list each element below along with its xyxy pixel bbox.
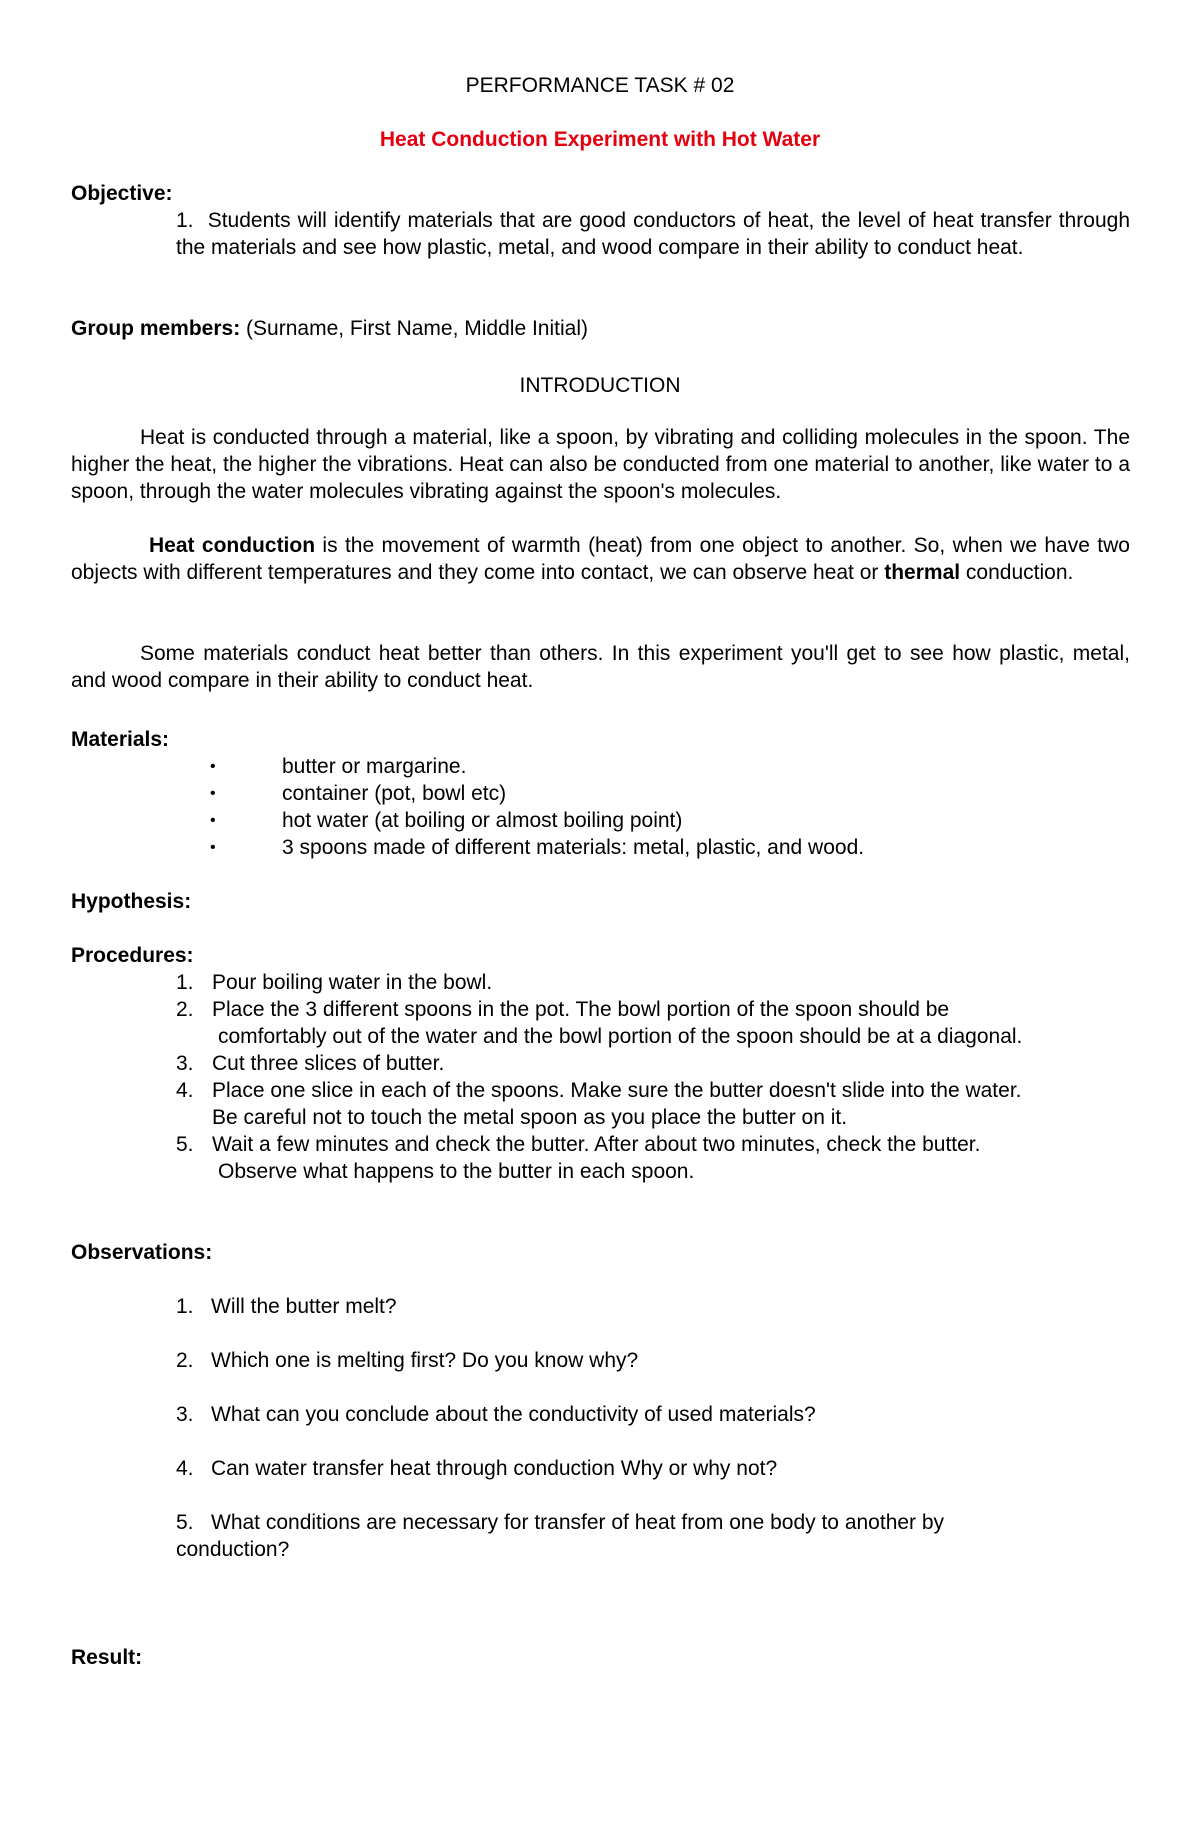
group-members-label: Group members: xyxy=(71,317,241,340)
hypothesis-heading: Hypothesis: xyxy=(71,890,192,913)
step-number: 1. xyxy=(176,971,194,994)
observations-list xyxy=(176,1293,1091,1590)
step-text: Place one slice in each of the spoons. Make sure the butter doesn't slide into the water. xyxy=(212,1079,1022,1102)
list-item xyxy=(176,1401,1091,1428)
bullet-icon: • xyxy=(210,785,216,802)
list-item xyxy=(176,1050,1192,1077)
intro-paragraph-1: Heat is conducted through a material, like a spoon, by vibrating and colliding molecules in the spoon. The higher the heat, the higher the vibrations. Heat can also be conducted from one material to another, like water to a spoon, through the water molecules vibrating against the spoon's molecules. xyxy=(71,426,1130,503)
observations-heading: Observations: xyxy=(71,1241,213,1264)
introduction-heading: INTRODUCTION xyxy=(519,374,681,397)
intro-paragraph-3: Some materials conduct heat better than others. In this experiment you'll get to see how plastic, metal, and wood compare in their ability to conduct heat. xyxy=(71,642,1130,692)
intro-paragraph-2 xyxy=(71,532,1130,586)
list-item xyxy=(71,780,864,807)
materials-heading: Materials: xyxy=(71,728,170,751)
material-label: hot water (at boiling or almost boiling point) xyxy=(282,809,683,832)
question-number: 3. xyxy=(176,1403,194,1426)
question-text: Can water transfer heat through conduction Why or why not? xyxy=(211,1457,778,1480)
list-item xyxy=(71,807,864,834)
step-number: 3. xyxy=(176,1052,194,1075)
objective-number: 1. xyxy=(176,209,194,232)
question-number: 5. xyxy=(176,1511,194,1534)
step-text: Cut three slices of butter. xyxy=(212,1052,445,1075)
list-item xyxy=(71,834,864,861)
step-text-continued: Observe what happens to the butter in each spoon. xyxy=(218,1160,695,1183)
objective-heading: Objective: xyxy=(71,182,173,205)
bullet-icon: • xyxy=(210,812,216,829)
step-number: 5. xyxy=(176,1133,194,1156)
question-number: 2. xyxy=(176,1349,194,1372)
page-title: PERFORMANCE TASK # 02 xyxy=(465,74,735,97)
step-text: Place the 3 different spoons in the pot. The bowl portion of the spoon should be xyxy=(212,998,950,1021)
question-number: 4. xyxy=(176,1457,194,1480)
list-item xyxy=(176,996,1192,1050)
list-item xyxy=(176,1347,1091,1374)
step-text-continued: comfortably out of the water and the bowl portion of the spoon should be at a diagonal. xyxy=(218,1025,1023,1048)
material-label: butter or margarine. xyxy=(282,755,467,778)
bullet-icon: • xyxy=(210,839,216,856)
step-number: 4. xyxy=(176,1079,194,1102)
question-text-continued: conduction? xyxy=(176,1538,290,1561)
bullet-icon: • xyxy=(210,758,216,775)
objective-text xyxy=(176,207,1130,261)
heat-conduction-term: Heat conduction xyxy=(149,534,316,557)
page-subtitle: Heat Conduction Experiment with Hot Water xyxy=(379,128,821,151)
list-item xyxy=(176,1131,1192,1185)
material-label: 3 spoons made of different materials: metal, plastic, and wood. xyxy=(282,836,865,859)
material-label: container (pot, bowl etc) xyxy=(282,782,507,805)
question-text: What can you conclude about the conductivity of used materials? xyxy=(211,1403,816,1426)
list-item xyxy=(176,969,1192,996)
result-heading: Result: xyxy=(71,1646,143,1669)
procedures-heading: Procedures: xyxy=(71,944,194,967)
step-text: Wait a few minutes and check the butter. After about two minutes, check the butter. xyxy=(212,1133,981,1156)
group-members-hint: (Surname, First Name, Middle Initial) xyxy=(246,317,588,340)
question-text: Will the butter melt? xyxy=(211,1295,397,1318)
step-text-continued: Be careful not to touch the metal spoon as you place the butter on it. xyxy=(212,1106,848,1129)
intro-paragraph-2-text-1: is the movement of warmth (heat) from one object to another. So, when we have two objects with different temperatures and they come into contact, we can observe heat or xyxy=(71,534,1130,584)
group-members-line xyxy=(71,315,588,342)
intro-paragraph-2-text-2: conduction. xyxy=(960,561,1074,584)
materials-list xyxy=(71,753,864,861)
list-item xyxy=(71,753,864,780)
question-text: What conditions are necessary for transfer of heat from one body to another by xyxy=(211,1511,945,1534)
question-number: 1. xyxy=(176,1295,194,1318)
procedures-list xyxy=(176,969,1192,1185)
objective-body: Students will identify materials that are good conductors of heat, the level of heat transfer through the materials and see how plastic, metal, and wood compare in their ability to conduct heat. xyxy=(176,209,1131,259)
step-number: 2. xyxy=(176,998,194,1021)
list-item xyxy=(176,1509,1091,1563)
question-text: Which one is melting first? Do you know why? xyxy=(211,1349,639,1372)
list-item xyxy=(176,1077,1192,1131)
step-text: Pour boiling water in the bowl. xyxy=(212,971,493,994)
list-item xyxy=(176,1455,1091,1482)
thermal-term: thermal xyxy=(884,561,961,584)
list-item xyxy=(176,1293,1091,1320)
